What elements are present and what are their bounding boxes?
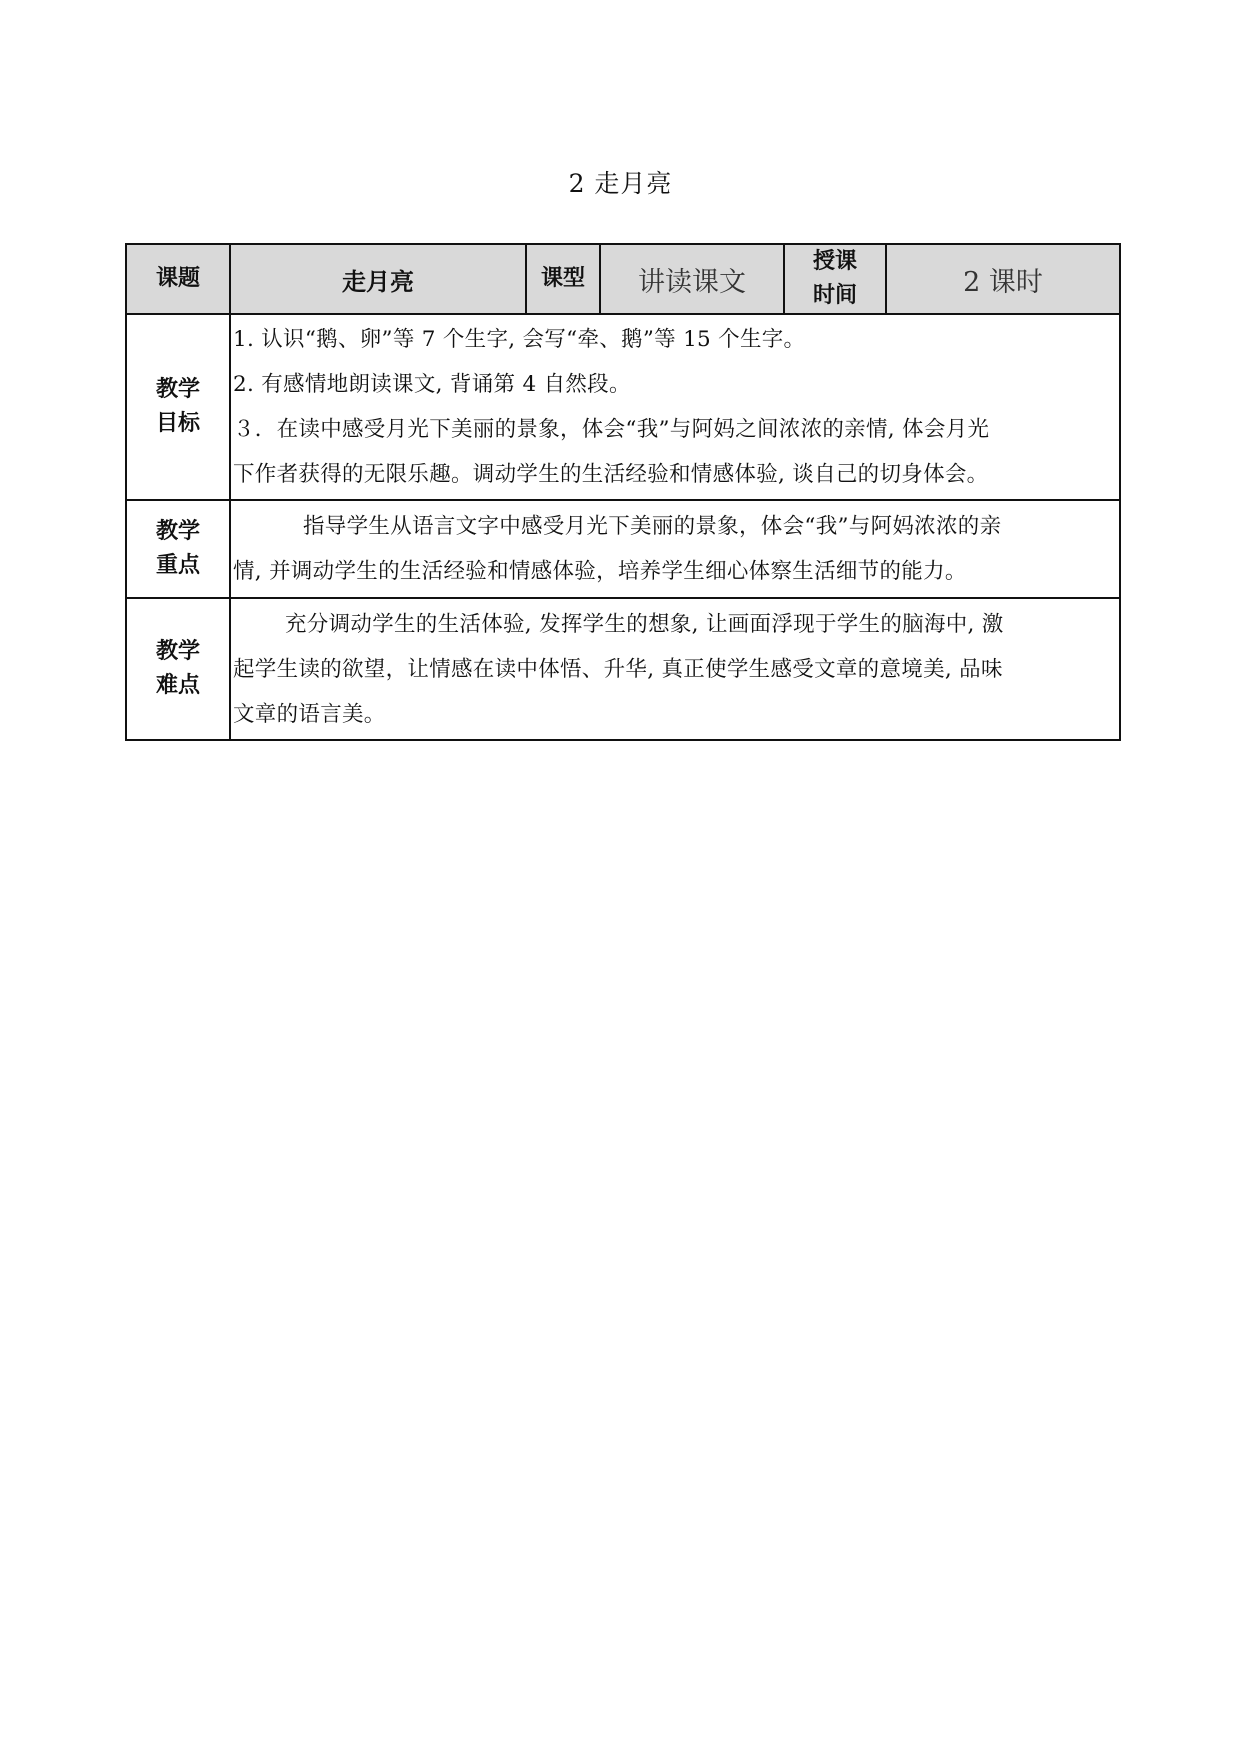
key-points-row xyxy=(126,500,1120,598)
goals-line-2: 2. 有感情地朗读课文, 背诵第 4 自然段。 xyxy=(233,372,631,397)
goals-row xyxy=(126,314,1120,500)
difficulties-label-line1: 教学 xyxy=(155,639,200,664)
time-label-line2: 时间 xyxy=(812,283,857,308)
goals-label-line1: 教学 xyxy=(155,377,200,402)
lesson-plan-table xyxy=(125,243,1121,741)
key-points-label-line2: 重点 xyxy=(155,553,200,578)
key-points-line-2: 情, 并调动学生的生活经验和情感体验，培养学生细心体察生活细节的能力。 xyxy=(233,559,967,584)
goals-line-1: 1. 认识“鹅、卵”等 7 个生字, 会写“牵、鹅”等 15 个生字。 xyxy=(233,327,806,352)
subject-value: 走月亮 xyxy=(230,244,526,314)
key-points-content xyxy=(230,500,1120,598)
difficulties-label-line2: 难点 xyxy=(155,673,200,698)
goals-line-3: ３．在读中感受月光下美丽的景象，体会“我”与阿妈之间浓浓的亲情, 体会月光 xyxy=(233,417,990,442)
key-points-line-1: 指导学生从语言文字中感受月光下美丽的景象，体会“我”与阿妈浓浓的亲 xyxy=(303,514,1002,539)
subject-label: 课题 xyxy=(126,244,230,314)
difficulties-label xyxy=(126,598,230,740)
type-label: 课型 xyxy=(526,244,600,314)
time-label xyxy=(784,244,886,314)
time-value: 2 课时 xyxy=(886,244,1120,314)
difficulties-line-2: 起学生读的欲望，让情感在读中体悟、升华, 真正使学生感受文章的意境美, 品味 xyxy=(233,656,1003,682)
type-value: 讲读课文 xyxy=(600,244,784,314)
header-row xyxy=(126,244,1120,314)
goals-label-line2: 目标 xyxy=(155,411,200,436)
goals-line-4: 下作者获得的无限乐趣。调动学生的生活经验和情感体验, 谈自己的切身体会。 xyxy=(233,462,989,487)
goals-label xyxy=(126,314,230,500)
difficulties-line-3: 文章的语言美。 xyxy=(233,701,386,727)
difficulties-row xyxy=(126,598,1120,740)
difficulties-content xyxy=(230,598,1120,740)
difficulties-line-1: 充分调动学生的生活体验, 发挥学生的想象, 让画面浮现于学生的脑海中, 激 xyxy=(285,611,1004,637)
time-label-line1: 授课 xyxy=(812,249,857,274)
key-points-label xyxy=(126,500,230,598)
key-points-label-line1: 教学 xyxy=(155,519,200,544)
goals-content xyxy=(230,314,1120,500)
page-title: 2 走月亮 xyxy=(568,169,673,198)
